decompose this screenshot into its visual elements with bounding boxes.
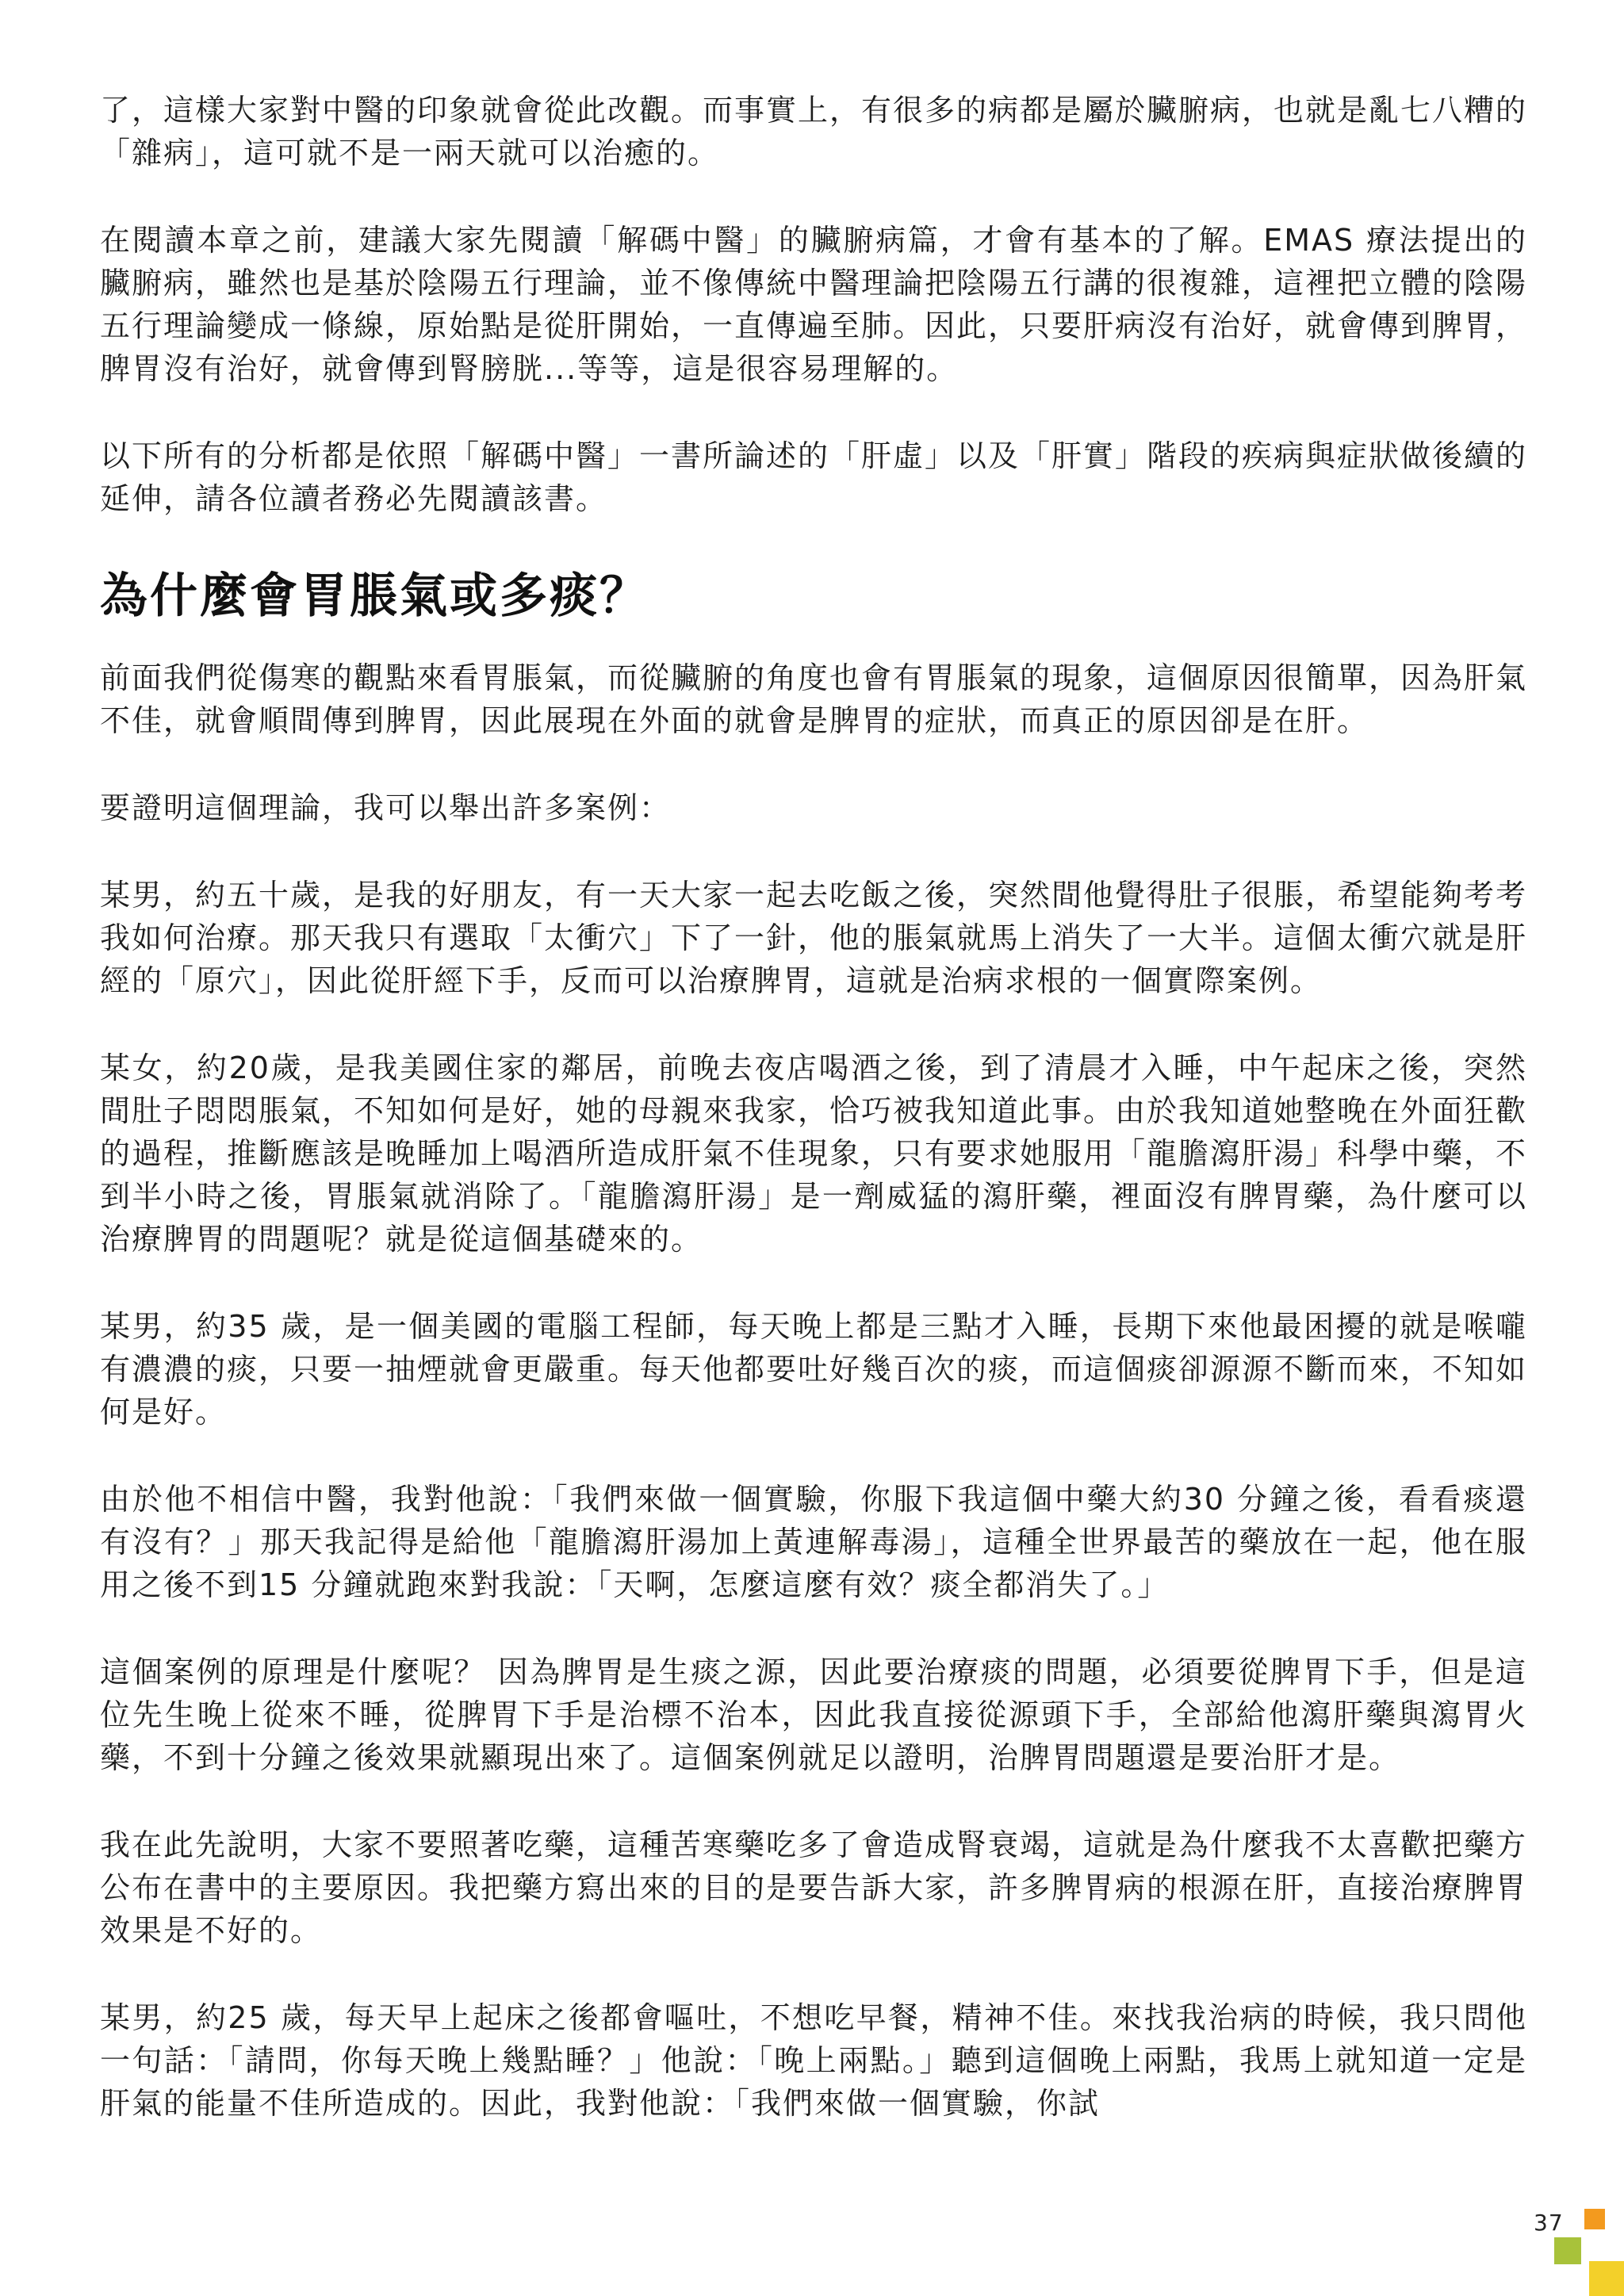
paragraph-case-2: 某女，約20歲，是我美國住家的鄰居，前晚去夜店喝酒之後，到了清晨才入睡，中午起床之後，突然間肚子悶悶脹氣，不知如何是好，她的母親來我家，恰巧被我知道此事。由於我知道她整晚在外面狂歡的過程，推斷應該是晚睡加上喝酒所造成肝氣不佳現象，只有要求她服用「龍膽瀉肝湯」科學中藥，不到半小時之後，胃脹氣就消除了。「龍膽瀉肝湯」是一劑威猛的瀉肝藥，裡面沒有脾胃藥，為什麼可以治療脾胃的問題呢？就是從這個基礎來的。: [100, 1050, 1528, 1257]
paragraph-intro-3: 以下所有的分析都是依照「解碼中醫」一書所論述的「肝虛」以及「肝實」階段的疾病與症狀做後續的延伸，請各位讀者務必先閱讀該書。: [100, 438, 1528, 516]
paragraph-case-3-analysis: 這個案例的原理是什麼呢？ 因為脾胃是生痰之源，因此要治療痰的問題，必須要從脾胃下手，但是這位先生晚上從來不睡，從脾胃下手是治標不治本，因此我直接從源頭下手，全部給他瀉肝藥與瀉胃火藥，不到十分鐘之後效果就顯現出來了。這個案例就足以證明，治脾胃問題還是要治肝才是。: [100, 1655, 1527, 1775]
deco-square-yellow: [1589, 2261, 1624, 2296]
paragraph-case-3: 某男，約35 歲，是一個美國的電腦工程師，每天晚上都是三點才入睡，長期下來他最困擾的就是喉嚨有濃濃的痰，只要一抽煙就會更嚴重。每天他都要吐好幾百次的痰，而這個痰卻源源不斷而來，不知如何是好。: [100, 1309, 1528, 1429]
paragraph-case-1: 某男，約五十歲，是我的好朋友，有一天大家一起去吃飯之後，突然間他覺得肚子很脹，希望能夠考考我如何治療。那天我只有選取「太衝穴」下了一針，他的脹氣就馬上消失了一大半。這個太衝穴就是肝經的「原穴」，因此從肝經下手，反而可以治療脾胃，這就是治病求根的一個實際案例。: [100, 878, 1528, 998]
paragraph-intro-1: 了，這樣大家對中醫的印象就會從此改觀。而事實上，有很多的病都是屬於臟腑病，也就是亂七八糟的「雜病」，這可就不是一兩天就可以治癒的。: [100, 93, 1528, 170]
page-content: [100, 89, 1527, 2169]
deco-square-orange: [1584, 2209, 1605, 2229]
paragraph-case-4: 某男，約25 歲，每天早上起床之後都會嘔吐，不想吃早餐，精神不佳。來找我治病的時候，我只問他一句話：「請問，你每天晚上幾點睡？」他說：「晚上兩點。」聽到這個晚上兩點，我馬上就知道一定是肝氣的能量不佳所造成的。因此，我對他說：「我們來做一個實驗，你試: [100, 2000, 1527, 2121]
corner-decoration: [1554, 2209, 1624, 2296]
page-number: 37: [1534, 2210, 1564, 2236]
paragraph-body-1: 前面我們從傷寒的觀點來看胃脹氣，而從臟腑的角度也會有胃脹氣的現象，這個原因很簡單，因為肝氣不佳，就會順間傳到脾胃，因此展現在外面的就會是脾胃的症狀，而真正的原因卻是在肝。: [100, 660, 1528, 738]
paragraph-body-2: 要證明這個理論，我可以舉出許多案例：: [100, 790, 672, 825]
deco-square-green: [1554, 2237, 1581, 2264]
paragraph-intro-2: 在閱讀本章之前，建議大家先閱讀「解碼中醫」的臟腑病篇，才會有基本的了解。EMAS 療法提出的臟腑病，雖然也是基於陰陽五行理論，並不像傳統中醫理論把陰陽五行講的很複雜，這裡把立體的陰陽五行理論變成一條線，原始點是從肝開始，一直傳遍至肺。因此，只要肝病沒有治好，就會傳到脾胃，脾胃沒有治好，就會傳到腎膀胱...等等，這是很容易理解的。: [100, 223, 1528, 386]
section-heading: 為什麼會胃脹氣或多痰？: [100, 568, 649, 624]
paragraph-case-3-followup: 由於他不相信中醫，我對他說：「我們來做一個實驗，你服下我這個中藥大約30 分鐘之後，看看痰還有沒有？」那天我記得是給他「龍膽瀉肝湯加上黃連解毒湯」，這種全世界最苦的藥放在一起，他在服用之後不到15 分鐘就跑來對我說：「天啊，怎麼這麼有效？痰全都消失了。」: [100, 1482, 1527, 1602]
paragraph-warning: 我在此先說明，大家不要照著吃藥，這種苦寒藥吃多了會造成腎衰竭，這就是為什麼我不太喜歡把藥方公布在書中的主要原因。我把藥方寫出來的目的是要告訴大家，許多脾胃病的根源在肝，直接治療脾胃效果是不好的。: [100, 1827, 1528, 1948]
